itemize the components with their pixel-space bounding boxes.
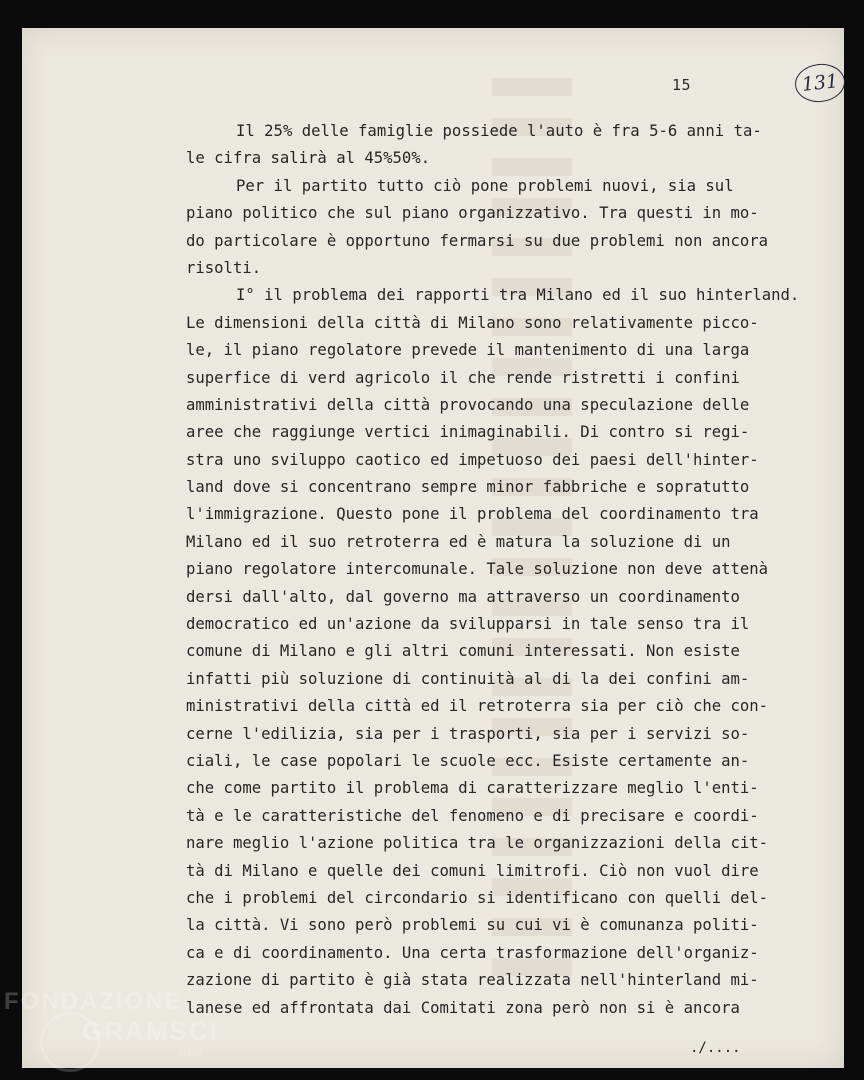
text-line: do particolare è opportuno fermarsi su due problemi non ancora: [186, 231, 769, 250]
text-line: land dove si concentrano sempre minor fabbriche e sopratutto: [186, 478, 750, 497]
text-line: amministrativi della città provocando una speculazione delle: [186, 395, 750, 414]
text-line: piano politico che sul piano organizzativo. Tra questi in mo-: [186, 204, 759, 223]
text-line: stra uno sviluppo caotico ed impetuoso dei paesi dell'hinter-: [186, 450, 759, 469]
text-line: l'immigrazione. Questo pone il problema del coordinamento tra: [186, 505, 759, 524]
text-line: superfice di verd agricolo il che rende ristretti i confini: [186, 368, 740, 387]
text-line: lanese ed affrontata dai Comitati zona però non si è ancora: [186, 998, 740, 1017]
watermark-gramsci: GRAMSCI: [82, 1016, 219, 1046]
text-line: ca e di coordinamento. Una certa trasformazione dell'organiz-: [186, 943, 759, 962]
text-line: le, il piano regolatore prevede il mantenimento di una larga: [186, 341, 750, 360]
text-line: tà e le caratteristiche del fenomeno e di precisare e coordi-: [186, 806, 759, 825]
text-line: ministrativi della città ed il retroterra sia per ciò che con-: [186, 697, 769, 716]
text-line: Per il partito tutto ciò pone problemi nuovi, sia sul: [236, 176, 734, 195]
text-line: piano regolatore intercomunale. Tale soluzione non deve attenà: [186, 560, 769, 579]
text-line: democratico ed un'azione da svilupparsi in tale senso tra il: [186, 615, 750, 634]
watermark-onlus: onlus: [178, 1048, 202, 1059]
foundation-watermark-logo: [4, 988, 244, 1073]
text-line: risolti.: [186, 258, 262, 277]
typewritten-body: [186, 118, 826, 1022]
text-line: dersi dall'alto, dal governo ma attraverso un coordinamento: [186, 587, 740, 606]
text-line: infatti più soluzione di continuità al di la dei confini am-: [186, 669, 750, 688]
text-line: che i problemi del circondario si identificano con quelli del-: [186, 888, 769, 907]
text-line: Milano ed il suo retroterra ed è matura la soluzione di un: [186, 532, 731, 551]
text-line: aree che raggiunge vertici inimaginabili. Di contro si regi-: [186, 423, 750, 442]
archive-number-stamp: [793, 61, 847, 104]
text-line: zazione di partito è già stata realizzata nell'hinterland mi-: [186, 971, 759, 990]
page-number: 15: [672, 76, 692, 94]
text-line: tà di Milano e quelle dei comuni limitrofi. Ciò non vuol dire: [186, 861, 759, 880]
text-line: che come partito il problema di caratterizzare meglio l'enti-: [186, 779, 759, 798]
text-line: ciali, le case popolari le scuole ecc. Esiste certamente an-: [186, 751, 750, 770]
text-line: I° il problema dei rapporti tra Milano ed il suo hinterland.: [236, 286, 800, 305]
text-line: la città. Vi sono però problemi su cui vi è comunanza politi-: [186, 916, 759, 935]
text-line: Le dimensioni della città di Milano sono relativamente picco-: [186, 313, 759, 332]
text-line: comune di Milano e gli altri comuni interessati. Non esiste: [186, 642, 740, 661]
watermark-fondazione: FONDAZIONE: [4, 988, 183, 1015]
text-line: Il 25% delle famiglie possiede l'auto è fra 5-6 anni ta-: [236, 122, 762, 140]
text-line: nare meglio l'azione politica tra le organizzazioni della cit-: [186, 834, 769, 853]
continuation-mark: ./....: [690, 1040, 741, 1056]
text-line: le cifra salirà al 45%50%.: [186, 149, 431, 168]
text-line: cerne l'edilizia, sia per i trasporti, sia per i servizi so-: [186, 724, 750, 743]
archive-number-text: 131: [800, 70, 840, 96]
